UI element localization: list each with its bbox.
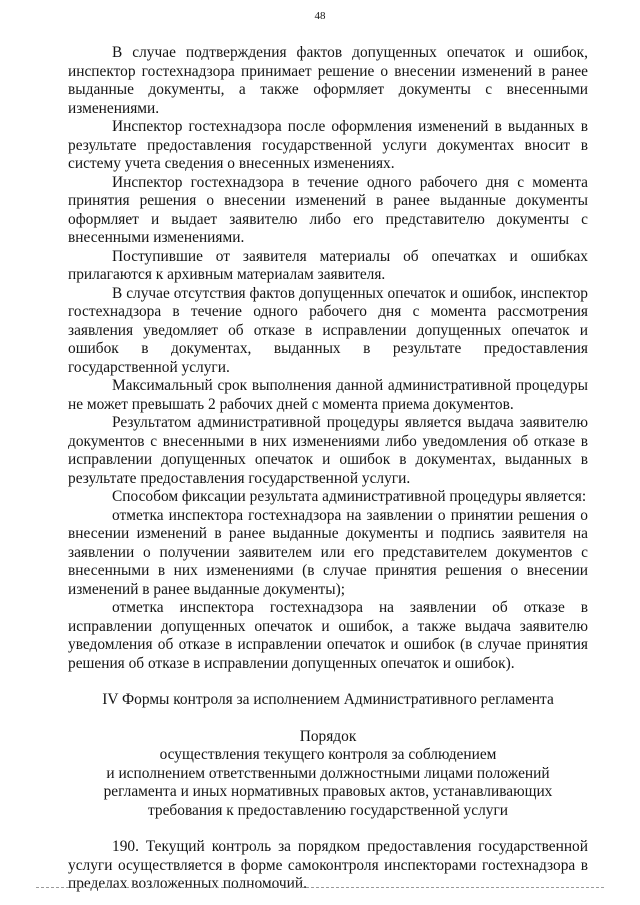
- paragraph-no-errors: В случае отсутствия фактов допущенных опечаток и ошибок, инспектор гостехнадзора в течение одного рабочего дня с момента рассмотрения заявления уведомляет об отказе в исправлении допущенных опечаток и ошибок в документах, выданных в результате предоставления государственной услуги.: [68, 284, 588, 376]
- subheading-title: Порядок: [299, 727, 357, 745]
- paragraph-issue-documents: Инспектор гостехнадзора в течение одного рабочего дня с момента принятия решения о внесении изменений в ранее выданные документы оформляет и выдает заявителю либо его представителю документы с внесенными изменениями.: [68, 173, 588, 246]
- spacer: [68, 820, 588, 838]
- page-number: 48: [314, 10, 326, 22]
- paragraph-result: Результатом административной процедуры является выдача заявителю документов с внесенными в них изменениями либо уведомления об отказе в исправлении допущенных опечаток и ошибок в документах, выданных в результате предоставления государственной услуги.: [68, 414, 588, 487]
- subheading-line: и исполнением ответственными должностными лицами положений: [106, 764, 550, 782]
- document-body: [68, 44, 588, 894]
- subheading-line: регламента и иных нормативных правовых актов, устанавливающих: [103, 783, 553, 800]
- paragraph-190: 190. Текущий контроль за порядком предоставления государственной услуги осуществляется в форме самоконтроля инспекторами гостехнадзора в пределах возложенных полномочий.: [68, 838, 588, 892]
- subheading-block: [68, 728, 588, 821]
- section-heading: IV Формы контроля за исполнением Административного регламента: [102, 691, 554, 708]
- paragraph-fixation-method: Способом фиксации результата административной процедуры является:: [112, 488, 587, 505]
- subheading-line: требования к предоставлению государственной услуги: [147, 801, 508, 819]
- subheading-line: осуществления текущего контроля за соблюдением: [159, 746, 497, 763]
- paragraph-fixation-mark-changes: отметка инспектора гостехнадзора на заявлении о принятии решения о внесении изменений в ранее выданные документы и подпись заявителя на заявлении о получении заявителем или его представителем документов с внесенными в них изменениями (в случае принятия решения о внесении изменений в ранее выданные документы);: [68, 506, 588, 598]
- paragraph-max-term: Максимальный срок выполнения данной административной процедуры не может превышать 2 рабочих дней с момента приема документов.: [68, 377, 588, 413]
- footer-divider: [36, 887, 604, 888]
- paragraph-archive-materials: Поступившие от заявителя материалы об опечатках и ошибках прилагаются к архивным материалам заявителя.: [68, 247, 588, 283]
- paragraph-fixation-mark-refusal: отметка инспектора гостехнадзора на заявлении об отказе в исправлении допущенных опечаток и ошибок, а также выдача заявителю уведомления об отказе в исправлении опечаток и ошибок (в случае принятия решения об отказе в исправлении допущенных опечаток и ошибок).: [68, 599, 588, 672]
- paragraph-accounting-system: Инспектор гостехнадзора после оформления изменений в выданных в результате предоставления государственной услуги документах вносит в систему учета сведения о внесенных изменениях.: [68, 118, 588, 172]
- paragraph-confirmation: В случае подтверждения фактов допущенных опечаток и ошибок, инспектор гостехнадзора принимает решение о внесении изменений в ранее выданные документы, а также оформляет документы с внесенными изменениями.: [68, 44, 588, 117]
